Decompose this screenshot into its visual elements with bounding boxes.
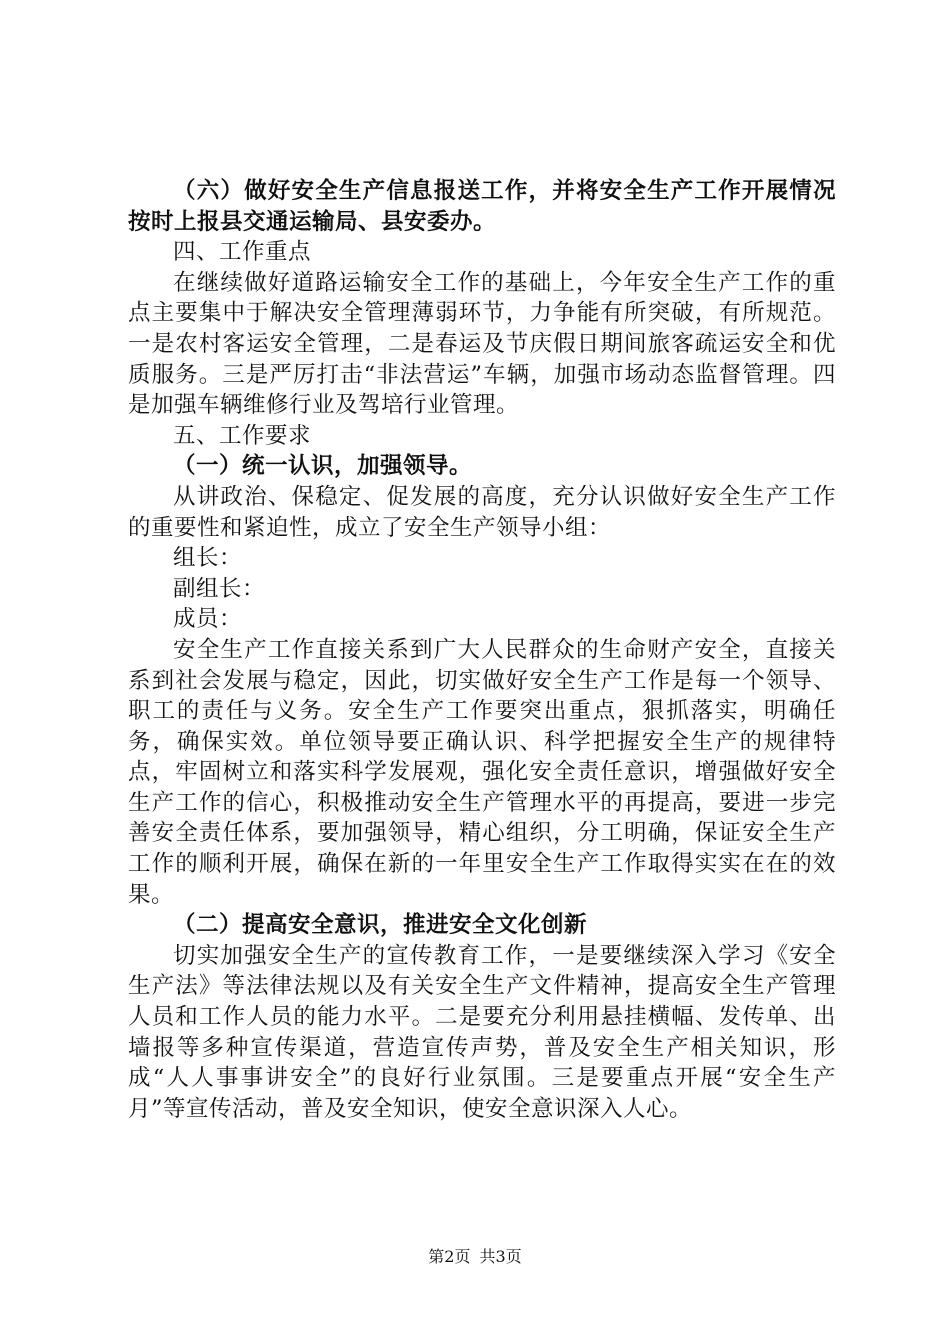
paragraph-safety-education: 切实加强安全生产的宣传教育工作，一是要继续深入学习《安全生产法》等法律法规以及有关安全生产文件精神，提高安全生产管理人员和工作人员的能力水平。二是要充分利用悬挂横幅、发传单、出墙报等多种宣传渠道，营造宣传声势，普及安全生产相关知识，形成“人人事事讲安全”的良好行业氛围。三是要重点开展“安全生产月”等宣传活动，普及安全知识，使安全意识深入人心。	[128, 942, 836, 1122]
subheading-safety-awareness: （二）提高安全意识，推进安全文化创新	[173, 912, 588, 939]
page-footer	[0, 1244, 950, 1267]
paragraph-safety-responsibility: 安全生产工作直接关系到广大人民群众的生命财产安全，直接关系到社会发展与稳定，因此，切实做好安全生产工作是每一个领导、职工的责任与义务。安全生产工作要突出重点，狠抓落实，明确任务，确保实效。单位领导要正确认识、科学把握安全生产的规律特点，牢固树立和落实科学发展观，强化安全责任意识，增强做好安全生产工作的信心，积极推动安全生产管理水平的再提高，要进一步完善安全责任体系，要加强领导，精心组织，分工明确，保证安全生产工作的顺利开展，确保在新的一年里安全生产工作取得实实在在的效果。	[128, 636, 836, 908]
page-total: 共3页	[479, 1247, 522, 1266]
page-number: 第2页	[428, 1247, 471, 1266]
label-deputy-leader: 副组长：	[173, 575, 266, 602]
paragraph-work-focus: 在继续做好道路运输安全工作的基础上，今年安全生产工作的重点主要集中于解决安全管理薄弱环节，力争能有所突破，有所规范。一是农村客运安全管理，二是春运及节庆假日期间旅客疏运安全和优质服务。三是严厉打击“非法营运”车辆，加强市场动态监督管理。四是加强车辆维修行业及驾培行业管理。	[128, 269, 836, 419]
subheading-unify-understanding: （一）统一认识，加强领导。	[173, 453, 473, 480]
section-heading-work-focus: 四、工作重点	[173, 239, 312, 266]
document-body	[128, 176, 836, 1124]
paragraph-leadership-group: 从讲政治、保稳定、促发展的高度，充分认识做好安全生产工作的重要性和紧迫性，成立了安全生产领导小组：	[128, 483, 836, 541]
label-members: 成员：	[173, 606, 243, 633]
section-heading-work-requirements: 五、工作要求	[173, 422, 312, 449]
paragraph-item-6-heading: （六）做好安全生产信息报送工作，并将安全生产工作开展情况按时上报县交通运输局、县安委办。	[128, 178, 836, 235]
label-group-leader: 组长：	[173, 545, 243, 572]
